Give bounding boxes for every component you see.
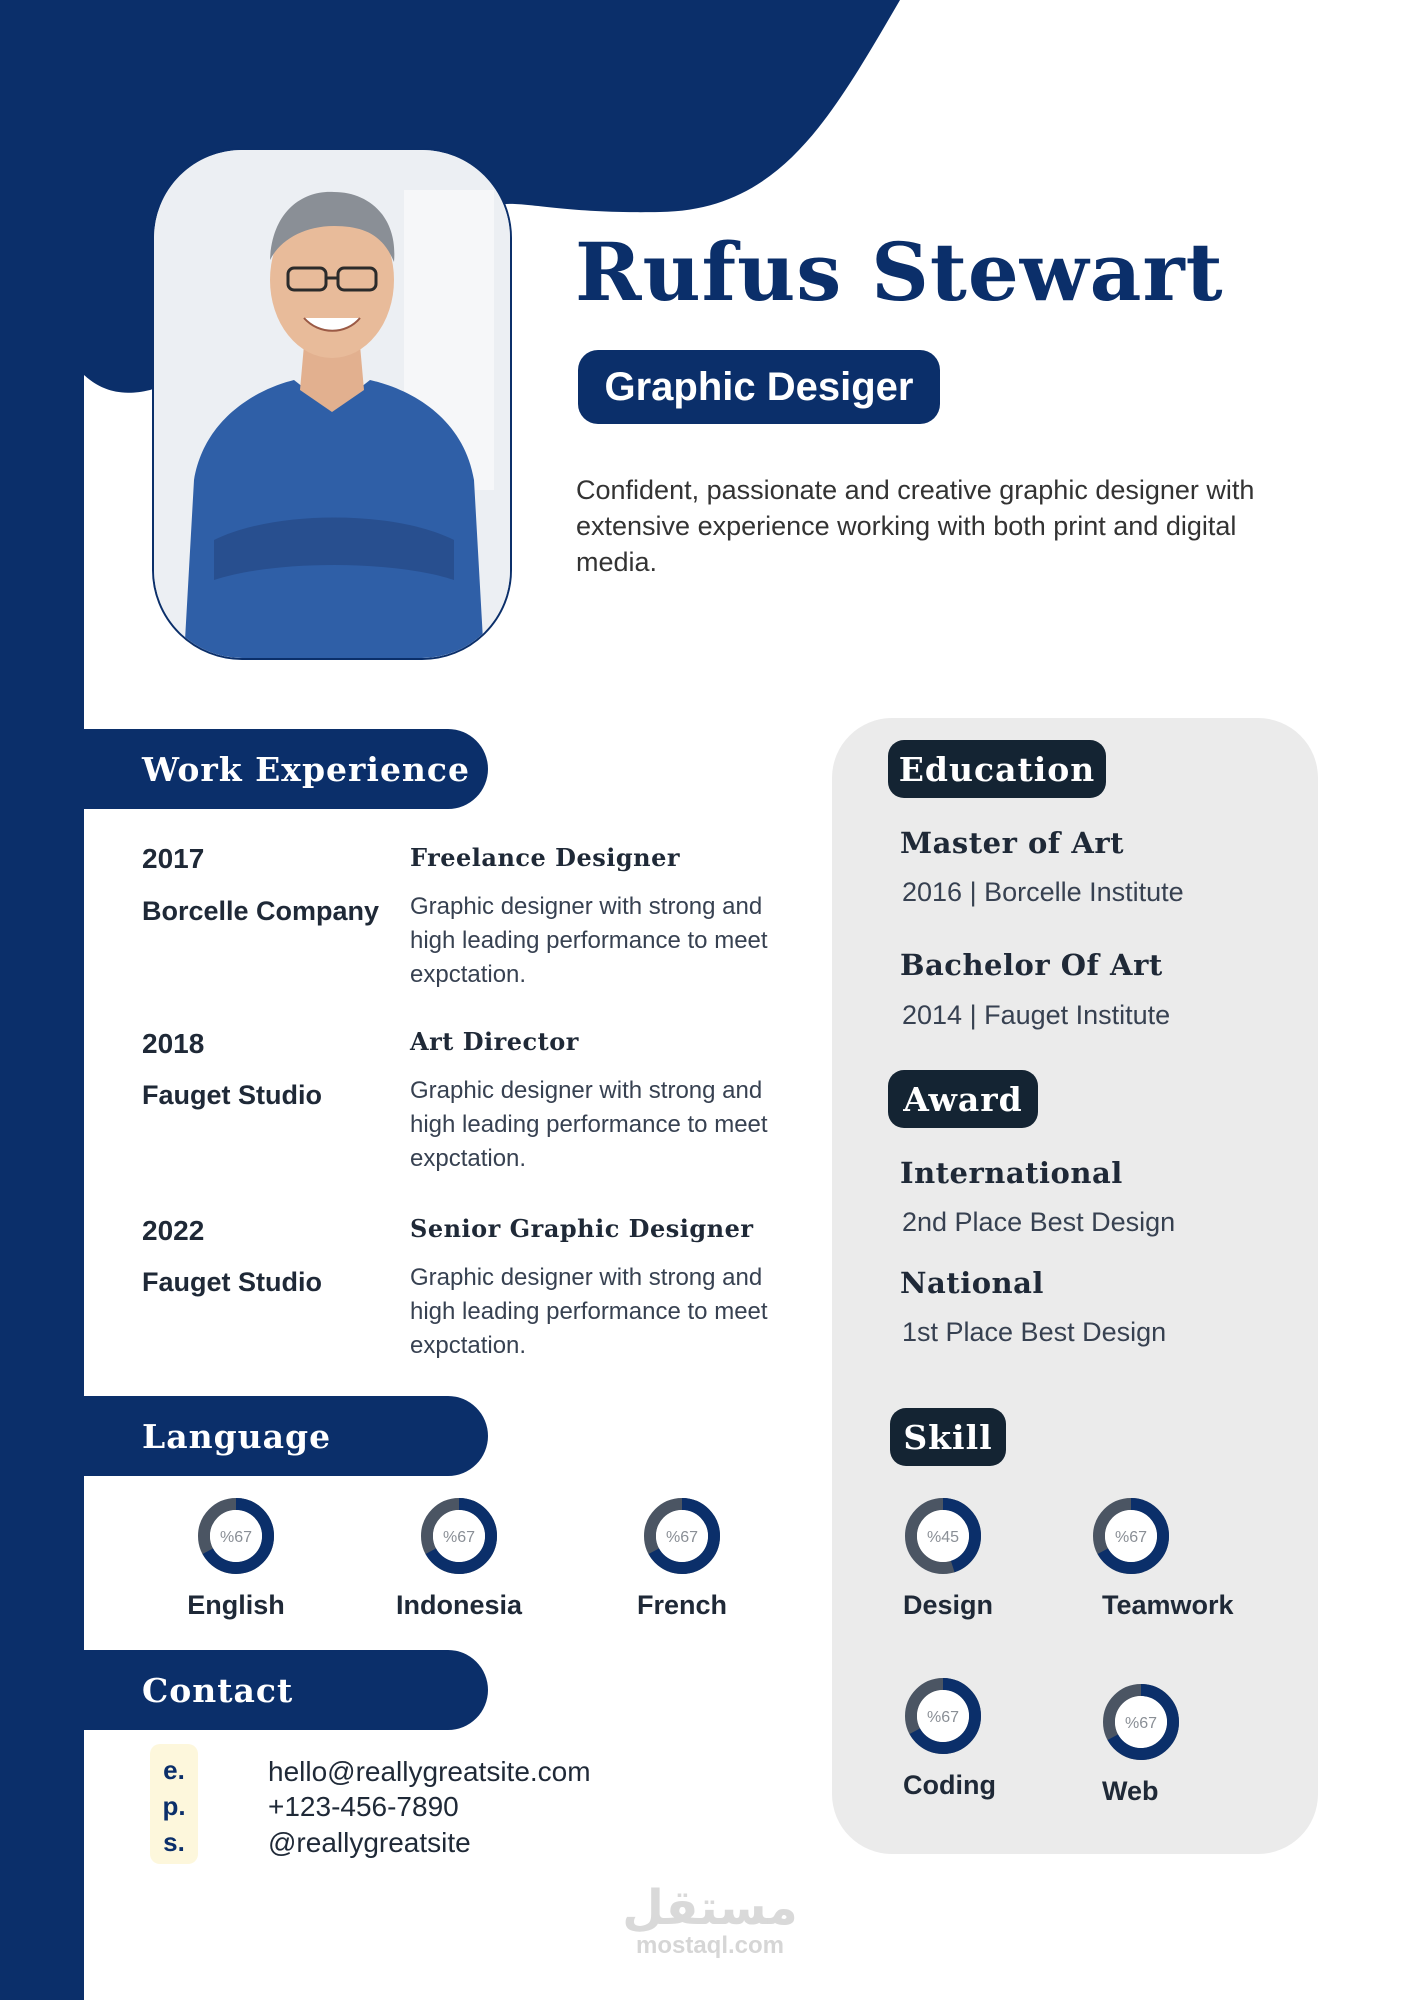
ring-percent-label: %67 — [665, 1529, 699, 1546]
language-ring-french — [642, 1496, 722, 1576]
job-company: Fauget Studio — [142, 1080, 322, 1110]
profile-photo — [152, 148, 512, 660]
language-label: English — [187, 1590, 285, 1620]
ring-percent-label: %67 — [442, 1529, 476, 1546]
skill-label: Design — [903, 1590, 994, 1620]
work-experience-header: Work Experience — [84, 729, 488, 809]
job-year: 2017 — [142, 843, 205, 874]
ring-chart — [196, 1496, 276, 1576]
education-detail: 2014 | Fauget Institute — [902, 1000, 1171, 1030]
job-description: Graphic designer with strong and high leading performance to meet expctation. — [410, 893, 768, 988]
profile-summary: Confident, passionate and creative graphic designer with extensive experience working with both print and digital media. — [576, 475, 1255, 577]
education-detail: 2016 | Borcelle Institute — [902, 877, 1184, 907]
language-header: Language — [84, 1396, 488, 1476]
contact-phone[interactable]: +123-456-7890 — [268, 1791, 459, 1822]
skill-ring-design — [903, 1496, 983, 1576]
language-ring-english — [196, 1496, 276, 1576]
social-tag: s. — [163, 1827, 185, 1857]
job-year: 2022 — [142, 1215, 205, 1246]
language-ring-indonesia — [419, 1496, 499, 1576]
education-degree: Bachelor Of Art — [900, 948, 1163, 982]
job-title: Art Director — [410, 1027, 579, 1056]
contact-social[interactable]: @reallygreatsite — [268, 1827, 471, 1858]
job-title: Freelance Designer — [410, 843, 681, 872]
education-degree: Master of Art — [900, 826, 1125, 860]
ring-percent-label: %67 — [1124, 1715, 1158, 1732]
skill-label: Web — [1102, 1776, 1159, 1806]
contact-tags — [150, 1744, 198, 1864]
award-header: Award — [888, 1070, 1038, 1128]
skill-label: Teamwork — [1102, 1590, 1234, 1620]
award-name: International — [900, 1156, 1123, 1190]
job-description: Graphic designer with strong and high leading performance to meet expctation. — [410, 1264, 768, 1359]
ring-chart — [642, 1496, 722, 1576]
job-year: 2018 — [142, 1028, 205, 1059]
skill-ring-web — [1101, 1682, 1181, 1762]
ring-percent-label: %67 — [926, 1709, 960, 1726]
watermark-arabic: مستقل — [622, 1880, 798, 1936]
watermark-latin: mostaql.com — [635, 1932, 785, 1959]
ring-chart — [903, 1676, 983, 1756]
education-header: Education — [888, 740, 1106, 798]
job-company: Fauget Studio — [142, 1267, 322, 1297]
contact-header: Contact — [84, 1650, 488, 1730]
job-company: Borcelle Company — [142, 896, 380, 926]
ring-chart — [1101, 1682, 1181, 1762]
skill-ring-teamwork — [1091, 1496, 1171, 1576]
ring-chart — [903, 1496, 983, 1576]
candidate-name: Rufus Stewart — [575, 225, 1224, 319]
ring-percent-label: %45 — [926, 1529, 960, 1546]
ring-percent-label: %67 — [1114, 1529, 1148, 1546]
ring-percent-label: %67 — [219, 1529, 253, 1546]
job-title: Senior Graphic Designer — [410, 1214, 754, 1243]
email-tag: e. — [163, 1755, 185, 1785]
language-label: French — [636, 1590, 728, 1620]
person-illustration — [154, 150, 510, 658]
contact-email[interactable]: hello@reallygreatsite.com — [268, 1756, 591, 1787]
award-name: National — [900, 1266, 1044, 1300]
job-role-badge: Graphic Desiger — [578, 350, 940, 424]
award-detail: 1st Place Best Design — [902, 1317, 1167, 1347]
ring-chart — [1091, 1496, 1171, 1576]
phone-tag: p. — [162, 1791, 186, 1821]
skill-ring-coding — [903, 1676, 983, 1756]
job-description: Graphic designer with strong and high leading performance to meet expctation. — [410, 1077, 768, 1172]
language-label: Indonesia — [395, 1590, 523, 1620]
skill-label: Coding — [903, 1770, 996, 1800]
skill-header: Skill — [890, 1408, 1006, 1466]
award-detail: 2nd Place Best Design — [902, 1207, 1176, 1237]
ring-chart — [419, 1496, 499, 1576]
